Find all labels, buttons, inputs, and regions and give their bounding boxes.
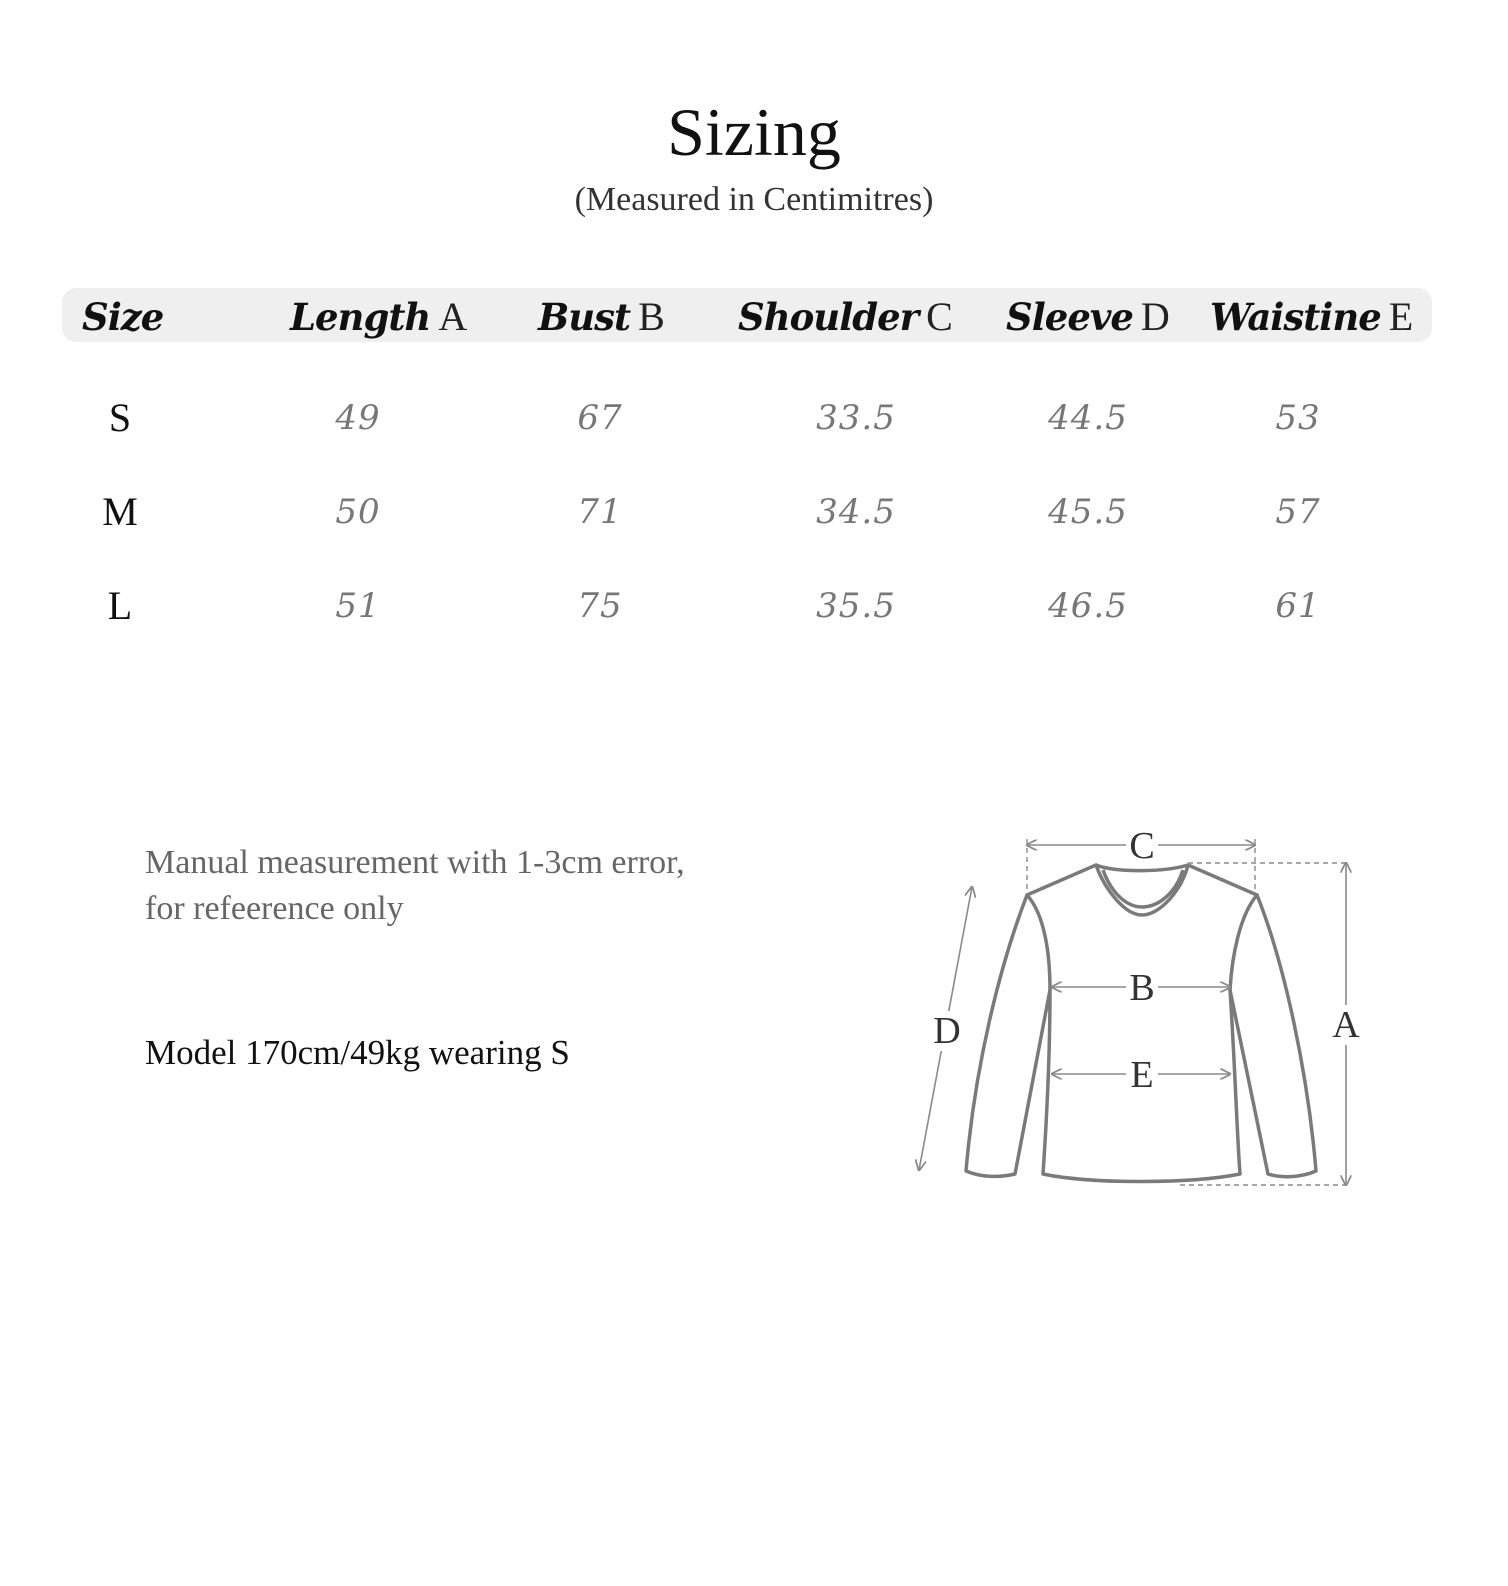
shoulder-value: 34.5 bbox=[816, 492, 896, 532]
label-d: D bbox=[933, 1010, 961, 1052]
header-waistine: Waistine E bbox=[1210, 294, 1414, 339]
table-row-l bbox=[62, 576, 1432, 636]
bust-value: 75 bbox=[577, 586, 623, 626]
sweater-icon bbox=[966, 865, 1316, 1182]
bust-value: 71 bbox=[577, 492, 623, 532]
waist-measure-e bbox=[1052, 1053, 1230, 1096]
label-a: A bbox=[1332, 1004, 1360, 1046]
length-value: 50 bbox=[335, 492, 381, 532]
waistine-value: 57 bbox=[1275, 492, 1321, 532]
header-sleeve: Sleeve D bbox=[1006, 294, 1170, 339]
header-bust: Bust B bbox=[538, 294, 665, 339]
shoulder-value: 33.5 bbox=[816, 398, 896, 438]
table-header bbox=[62, 288, 1432, 342]
sleeve-value: 44.5 bbox=[1048, 398, 1128, 438]
length-value: 51 bbox=[335, 586, 381, 626]
table-row-m bbox=[62, 482, 1432, 542]
size-cell: S bbox=[108, 395, 132, 440]
length-value: 49 bbox=[335, 398, 381, 438]
measurement-note bbox=[145, 840, 845, 932]
sleeve-value: 45.5 bbox=[1048, 492, 1128, 532]
label-e: E bbox=[1130, 1054, 1154, 1096]
size-cell: L bbox=[107, 583, 133, 628]
note-line-1: Manual measurement with 1-3cm error, bbox=[145, 844, 685, 881]
note-line-2: for refeerence only bbox=[145, 890, 404, 927]
bust-measure-b bbox=[1052, 965, 1230, 1009]
shoulder-value: 35.5 bbox=[816, 586, 896, 626]
label-c: C bbox=[1129, 825, 1155, 867]
page-title: Sizing bbox=[667, 94, 841, 170]
model-info: Model 170cm/49kg wearing S bbox=[145, 1033, 570, 1072]
length-measure-a bbox=[1180, 863, 1362, 1185]
garment-measurement-diagram bbox=[900, 815, 1380, 1205]
label-b: B bbox=[1129, 967, 1155, 1009]
sleeve-value: 46.5 bbox=[1048, 586, 1128, 626]
neckline-inner bbox=[1103, 870, 1183, 907]
header-size: Size bbox=[82, 295, 164, 339]
header-length: Length A bbox=[290, 294, 468, 339]
size-cell: M bbox=[102, 489, 138, 534]
waistine-value: 61 bbox=[1275, 586, 1321, 626]
sleeve-measure-d bbox=[919, 887, 972, 1170]
waistine-value: 53 bbox=[1275, 398, 1321, 438]
header-shoulder: Shoulder C bbox=[738, 294, 953, 339]
bust-value: 67 bbox=[577, 398, 623, 438]
table-row-s bbox=[62, 388, 1432, 448]
shoulder-measure-c bbox=[1027, 823, 1255, 893]
page-subtitle: (Measured in Centimitres) bbox=[574, 181, 934, 218]
